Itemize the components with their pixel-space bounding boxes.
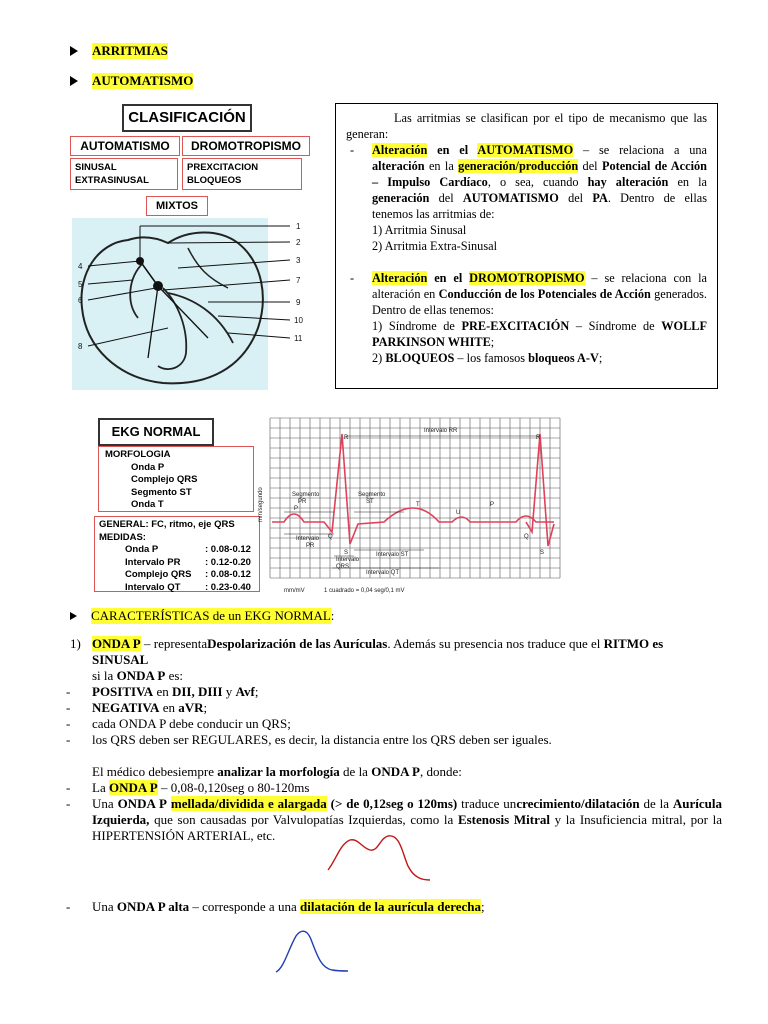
heart-conduction-diagram <box>68 218 308 390</box>
ekg-label-seg-pr: Segmento <box>292 492 320 498</box>
ekg-label-int-pr: Intervalo <box>296 536 320 542</box>
ekg-label-int-qt: Intervalo QT <box>366 570 400 576</box>
automatismo-types: SINUSAL EXTRASINUSAL <box>70 158 178 190</box>
list-item: - POSITIVA en DII, DIII y Avf; <box>66 684 259 699</box>
list-item: - cada ONDA P debe conducir un QRS; <box>66 716 291 731</box>
ekg-normal-title: EKG NORMAL <box>98 418 214 446</box>
ekg-footer-scale: 1 cuadrado = 0,04 seg/0,1 mV <box>324 588 405 594</box>
arrow-bullet-icon <box>70 46 78 56</box>
ekg-medidas-box: GENERAL: FC, ritmo, eje QRS MEDIDAS: Onda P : 0.08-0.12 Intervalo PR : 0.12-0.20 Complejo QRS : 0.08-0.12 Intervalo QT : 0.23-0.40 <box>94 516 260 592</box>
heart-number: 10 <box>294 316 303 325</box>
mixtos-label: MIXTOS <box>146 196 208 216</box>
dromotropismo-types: PREXCITACION BLOQUEOS <box>182 158 302 190</box>
ekg-label-q2: Q <box>524 534 529 540</box>
heart-number: 7 <box>296 276 301 285</box>
ekg-label-q: Q <box>328 534 333 540</box>
ekg-label-int-pr2: PR <box>306 543 315 549</box>
onda-p-bullets <box>66 684 722 748</box>
p-mitral-wave-drawing <box>326 830 434 884</box>
onda-p-alta <box>66 899 485 915</box>
clasificacion-title: CLASIFICACIÓN <box>122 104 252 132</box>
ekg-label-r2: R <box>536 435 541 441</box>
heading-automatismo: AUTOMATISMO <box>70 73 193 89</box>
arrow-bullet-icon <box>70 612 77 620</box>
ekg-label-r: R <box>344 435 349 441</box>
dromotropismo-label: DROMOTROPISMO <box>182 136 310 156</box>
heart-number: 2 <box>296 238 301 247</box>
heart-number: 5 <box>78 280 83 289</box>
heart-number: 1 <box>296 222 301 231</box>
medico-paragraph: El médico debesiempre analizar la morfología de la ONDA P, donde: <box>92 764 462 779</box>
heart-number: 9 <box>296 298 301 307</box>
onda-p-intro: 1) ONDA P – representaDespolarización de las Aurículas. Además su presencia nos traduce que el RITMO es SINUSAL si la ONDA P es: <box>70 636 664 683</box>
automatismo-label: AUTOMATISMO <box>70 136 180 156</box>
ekg-label-p2: P <box>490 502 495 508</box>
clasificacion-textbox <box>335 103 718 389</box>
onda-p-section <box>66 636 723 844</box>
ekg-label-s: S <box>344 550 349 556</box>
textbox-item-dromotropismo: - Alteración en el DROMOTROPISMO – se relaciona con la alteración en Conducción de los Potenciales de Acción generados. Dentro de ellas tenemos: 1) Síndrome de PRE-EXCITACIÓN – Síndrome de WOLLF PARKINSON WHITE; 2) BLOQUEOS – los famosos bloqueos A-V; <box>350 271 708 365</box>
list-item: - los QRS deben ser REGULARES, es decir, la distancia entre los QRS deben ser iguales. <box>66 732 552 747</box>
ekg-label-int-qrs: Intervalo <box>336 557 360 563</box>
list-item: - NEGATIVA en aVR; <box>66 700 208 715</box>
heart-number: 4 <box>78 262 83 271</box>
list-item: - Una ONDA P mellada/dividida e alargada (> de 0,12seg o 120ms) traduce uncrecimiento/dilatación de la Aurícula Izquierda, que son causadas por Valvulopatías Izquierdas, como la Estenosis Mitral y la Insuficiencia mitral, por la HIPERTENSIÓN ARTERIAL, etc. <box>66 796 723 843</box>
list-item: - La ONDA P – 0,08-0,120seg o 80-120ms <box>66 780 310 795</box>
ekg-label-t: T <box>416 502 420 508</box>
ekg-label-int-qrs2: QRS <box>336 564 350 570</box>
clasificacion-figure <box>68 100 308 390</box>
list-item: - Una ONDA P alta – corresponde a una dilatación de la aurícula derecha; <box>66 899 485 914</box>
ekg-label-rr: Intervalo RR <box>424 428 458 434</box>
textbox-item-automatismo: - Alteración en el AUTOMATISMO – se relaciona a una alteración en la generación/producción del Potencial de Acción – Impulso Cardíaco, o sea, cuando hay alteración en la generación del AUTOMATISMO del PA. Dentro de ellas tenemos las arritmias de: 1) Arritmia Sinusal 2) Arritmia Extra-Sinusal <box>350 143 707 253</box>
ekg-label-seg-st2: ST <box>366 499 374 505</box>
ekg-grid-chart <box>254 414 566 596</box>
ekg-label-seg-pr2: PR <box>298 499 307 505</box>
ekg-ylabel: mm/segundo <box>258 487 264 522</box>
ekg-label-p: P <box>294 506 299 512</box>
ekg-footer-units: mm/mV <box>284 588 305 594</box>
heading-caracteristicas: CARACTERÍSTICAS de un EKG NORMAL : <box>70 608 334 624</box>
ekg-morfologia-box: MORFOLOGIA Onda P Complejo QRS Segmento ST Onda T <box>98 446 254 512</box>
heading-arritmias: ARRITMIAS <box>70 43 168 59</box>
ekg-normal-panel <box>92 416 262 594</box>
ekg-label-s2: S <box>540 550 545 556</box>
ekg-label-seg-st: Segmento <box>358 492 386 498</box>
heart-number: 11 <box>294 334 303 343</box>
heart-number: 3 <box>296 256 301 265</box>
p-pulmonale-wave-drawing <box>272 926 352 976</box>
textbox-intro: Las arritmias se clasifican por el tipo de mecanismo que las generan: <box>346 111 707 141</box>
heart-number: 8 <box>78 342 83 351</box>
heart-number: 6 <box>78 296 83 305</box>
arrow-bullet-icon <box>70 76 78 86</box>
ekg-label-u: U <box>456 510 461 516</box>
ekg-label-int-st: Intervalo ST <box>376 552 409 558</box>
